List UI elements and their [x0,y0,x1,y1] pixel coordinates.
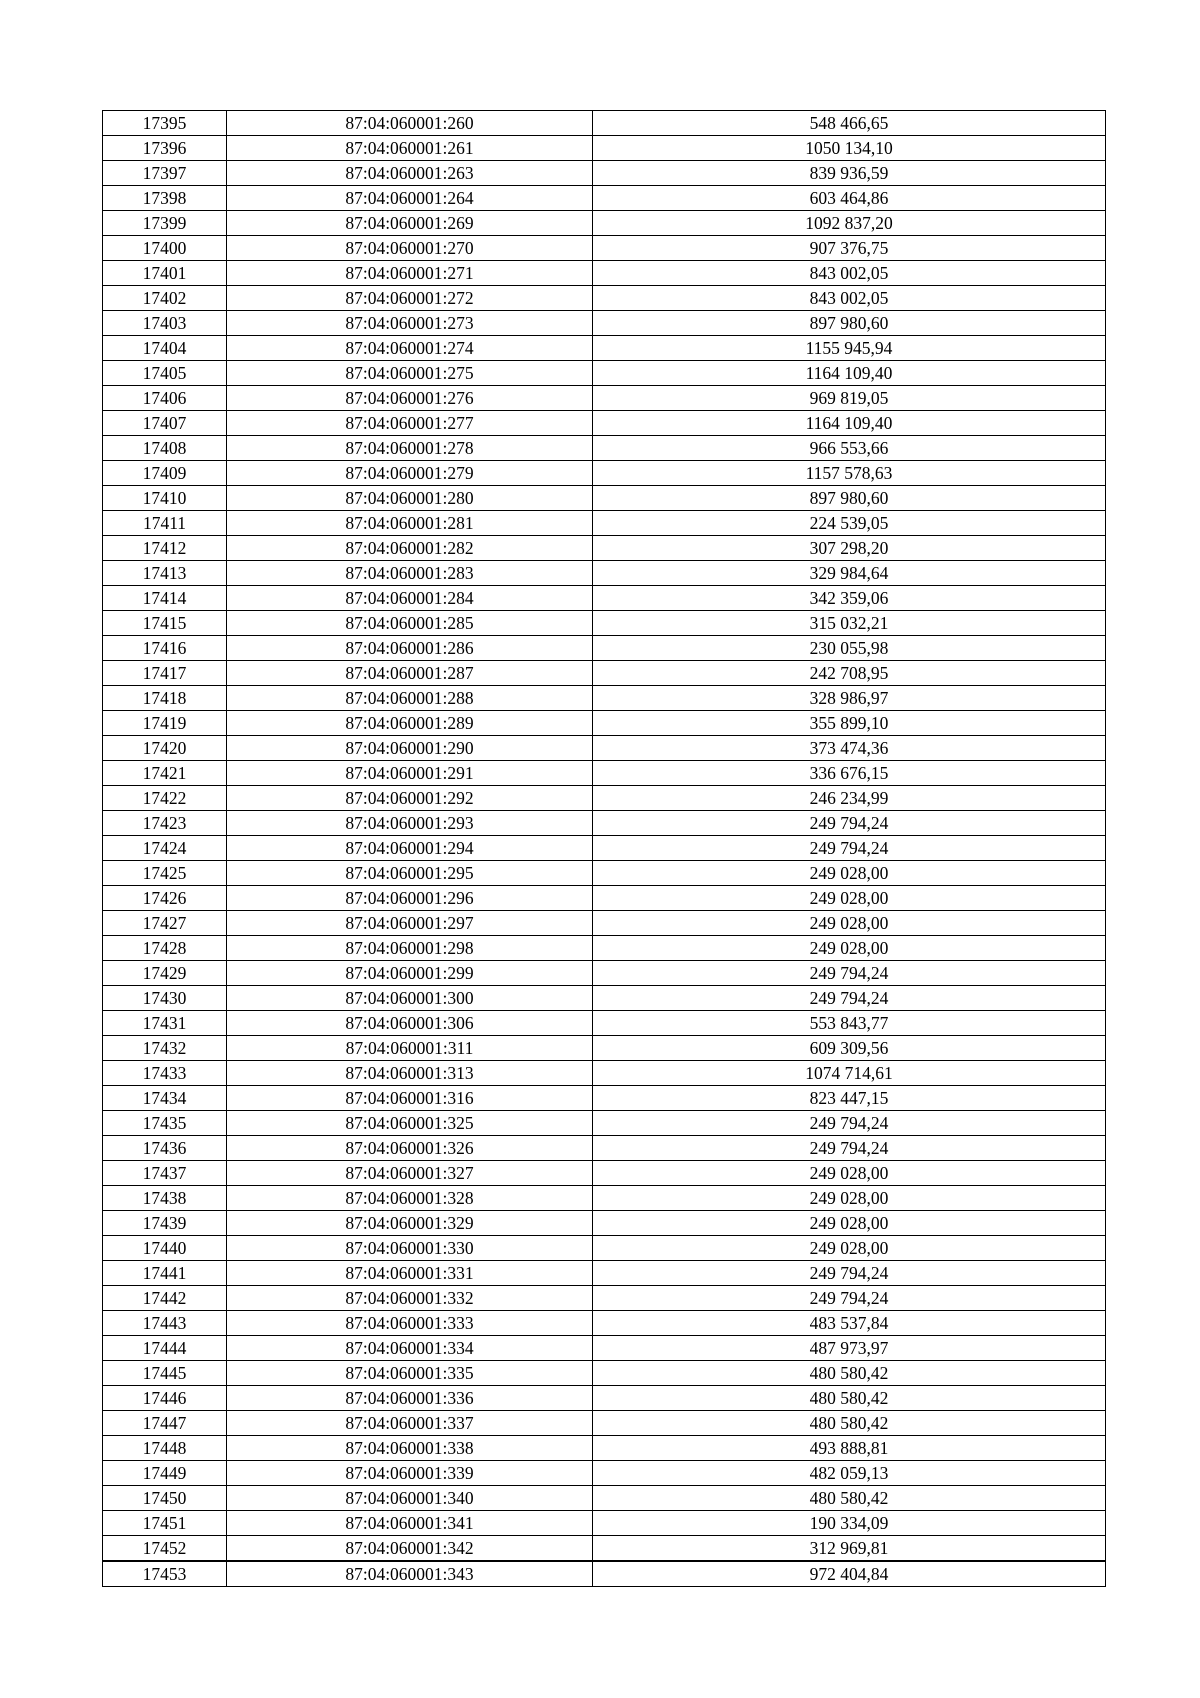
cadastral-number-cell: 87:04:060001:293 [227,811,593,836]
row-number-cell: 17414 [103,586,227,611]
cadastral-number-cell: 87:04:060001:335 [227,1361,593,1386]
table-row [103,261,1106,286]
cadastral-number-cell: 87:04:060001:285 [227,611,593,636]
cadastral-value-cell: 355 899,10 [593,711,1106,736]
table-row [103,911,1106,936]
cadastral-number-cell: 87:04:060001:270 [227,236,593,261]
cadastral-value-cell: 249 794,24 [593,811,1106,836]
cadastral-number-cell: 87:04:060001:263 [227,161,593,186]
row-number-cell: 17397 [103,161,227,186]
row-number-cell: 17446 [103,1386,227,1411]
table-row [103,1561,1106,1587]
cadastral-value-cell: 493 888,81 [593,1436,1106,1461]
row-number-cell: 17417 [103,661,227,686]
table-row [103,161,1106,186]
table-row [103,1536,1106,1562]
row-number-cell: 17404 [103,336,227,361]
table-row [103,1411,1106,1436]
row-number-cell: 17412 [103,536,227,561]
table-row [103,511,1106,536]
row-number-cell: 17406 [103,386,227,411]
table-row [103,136,1106,161]
table-row [103,1336,1106,1361]
table-row [103,561,1106,586]
row-number-cell: 17419 [103,711,227,736]
cadastral-number-cell: 87:04:060001:342 [227,1536,593,1562]
cadastral-value-cell: 249 028,00 [593,1236,1106,1261]
cadastral-value-cell: 242 708,95 [593,661,1106,686]
cadastral-number-cell: 87:04:060001:280 [227,486,593,511]
row-number-cell: 17452 [103,1536,227,1562]
cadastral-value-cell: 1155 945,94 [593,336,1106,361]
row-number-cell: 17433 [103,1061,227,1086]
cadastral-value-cell: 307 298,20 [593,536,1106,561]
row-number-cell: 17415 [103,611,227,636]
cadastral-number-cell: 87:04:060001:337 [227,1411,593,1436]
cadastral-value-cell: 966 553,66 [593,436,1106,461]
row-number-cell: 17438 [103,1186,227,1211]
cadastral-value-table [102,110,1106,1587]
cadastral-number-cell: 87:04:060001:288 [227,686,593,711]
cadastral-value-cell: 1164 109,40 [593,411,1106,436]
table-row [103,1086,1106,1111]
cadastral-number-cell: 87:04:060001:313 [227,1061,593,1086]
cadastral-number-cell: 87:04:060001:331 [227,1261,593,1286]
table-row [103,586,1106,611]
row-number-cell: 17416 [103,636,227,661]
table-row [103,461,1106,486]
cadastral-number-cell: 87:04:060001:287 [227,661,593,686]
cadastral-number-cell: 87:04:060001:281 [227,511,593,536]
cadastral-value-cell: 342 359,06 [593,586,1106,611]
table-row [103,361,1106,386]
cadastral-number-cell: 87:04:060001:333 [227,1311,593,1336]
cadastral-value-cell: 249 794,24 [593,986,1106,1011]
cadastral-number-cell: 87:04:060001:325 [227,1111,593,1136]
cadastral-number-cell: 87:04:060001:279 [227,461,593,486]
table-row [103,636,1106,661]
cadastral-value-cell: 249 028,00 [593,911,1106,936]
cadastral-value-cell: 609 309,56 [593,1036,1106,1061]
cadastral-number-cell: 87:04:060001:294 [227,836,593,861]
row-number-cell: 17450 [103,1486,227,1511]
row-number-cell: 17430 [103,986,227,1011]
cadastral-value-cell: 249 028,00 [593,936,1106,961]
row-number-cell: 17449 [103,1461,227,1486]
table-row [103,611,1106,636]
row-number-cell: 17401 [103,261,227,286]
row-number-cell: 17444 [103,1336,227,1361]
cadastral-number-cell: 87:04:060001:343 [227,1561,593,1587]
cadastral-number-cell: 87:04:060001:311 [227,1036,593,1061]
row-number-cell: 17400 [103,236,227,261]
table-row [103,1111,1106,1136]
table-row [103,1286,1106,1311]
row-number-cell: 17432 [103,1036,227,1061]
cadastral-value-cell: 249 794,24 [593,1136,1106,1161]
table-row [103,536,1106,561]
cadastral-number-cell: 87:04:060001:326 [227,1136,593,1161]
cadastral-number-cell: 87:04:060001:271 [227,261,593,286]
row-number-cell: 17451 [103,1511,227,1536]
cadastral-value-cell: 603 464,86 [593,186,1106,211]
cadastral-number-cell: 87:04:060001:289 [227,711,593,736]
row-number-cell: 17437 [103,1161,227,1186]
cadastral-number-cell: 87:04:060001:296 [227,886,593,911]
table-row [103,1386,1106,1411]
cadastral-value-cell: 1092 837,20 [593,211,1106,236]
cadastral-number-cell: 87:04:060001:275 [227,361,593,386]
cadastral-number-cell: 87:04:060001:299 [227,961,593,986]
cadastral-number-cell: 87:04:060001:329 [227,1211,593,1236]
row-number-cell: 17418 [103,686,227,711]
cadastral-value-cell: 1050 134,10 [593,136,1106,161]
table-row [103,1061,1106,1086]
cadastral-value-cell: 249 028,00 [593,1186,1106,1211]
cadastral-value-cell: 249 028,00 [593,1161,1106,1186]
table-row [103,236,1106,261]
cadastral-number-cell: 87:04:060001:328 [227,1186,593,1211]
table-row [103,1486,1106,1511]
cadastral-value-cell: 190 334,09 [593,1511,1106,1536]
table-row [103,986,1106,1011]
cadastral-value-cell: 312 969,81 [593,1536,1106,1562]
cadastral-number-cell: 87:04:060001:297 [227,911,593,936]
cadastral-value-cell: 483 537,84 [593,1311,1106,1336]
cadastral-value-cell: 487 973,97 [593,1336,1106,1361]
cadastral-number-cell: 87:04:060001:274 [227,336,593,361]
table-row [103,661,1106,686]
row-number-cell: 17441 [103,1261,227,1286]
table-row [103,786,1106,811]
cadastral-number-cell: 87:04:060001:338 [227,1436,593,1461]
row-number-cell: 17425 [103,861,227,886]
cadastral-value-cell: 843 002,05 [593,261,1106,286]
row-number-cell: 17447 [103,1411,227,1436]
table-row [103,1186,1106,1211]
cadastral-value-cell: 249 794,24 [593,1111,1106,1136]
row-number-cell: 17395 [103,111,227,136]
cadastral-value-cell: 249 794,24 [593,961,1106,986]
cadastral-value-cell: 336 676,15 [593,761,1106,786]
table-row [103,211,1106,236]
cadastral-number-cell: 87:04:060001:286 [227,636,593,661]
cadastral-value-cell: 224 539,05 [593,511,1106,536]
cadastral-value-cell: 482 059,13 [593,1461,1106,1486]
cadastral-value-cell: 897 980,60 [593,486,1106,511]
cadastral-value-cell: 249 794,24 [593,1286,1106,1311]
cadastral-number-cell: 87:04:060001:316 [227,1086,593,1111]
row-number-cell: 17409 [103,461,227,486]
row-number-cell: 17445 [103,1361,227,1386]
row-number-cell: 17435 [103,1111,227,1136]
table-row [103,1311,1106,1336]
row-number-cell: 17421 [103,761,227,786]
row-number-cell: 17429 [103,961,227,986]
cadastral-number-cell: 87:04:060001:277 [227,411,593,436]
row-number-cell: 17407 [103,411,227,436]
table-row [103,886,1106,911]
row-number-cell: 17408 [103,436,227,461]
row-number-cell: 17427 [103,911,227,936]
row-number-cell: 17440 [103,1236,227,1261]
table-row [103,686,1106,711]
cadastral-value-cell: 329 984,64 [593,561,1106,586]
row-number-cell: 17443 [103,1311,227,1336]
row-number-cell: 17442 [103,1286,227,1311]
cadastral-number-cell: 87:04:060001:260 [227,111,593,136]
cadastral-value-cell: 480 580,42 [593,1486,1106,1511]
table-row [103,411,1106,436]
table-row [103,736,1106,761]
cadastral-value-cell: 246 234,99 [593,786,1106,811]
row-number-cell: 17439 [103,1211,227,1236]
row-number-cell: 17422 [103,786,227,811]
row-number-cell: 17411 [103,511,227,536]
cadastral-value-cell: 480 580,42 [593,1386,1106,1411]
cadastral-number-cell: 87:04:060001:269 [227,211,593,236]
cadastral-number-cell: 87:04:060001:336 [227,1386,593,1411]
cadastral-value-cell: 1157 578,63 [593,461,1106,486]
cadastral-value-cell: 249 028,00 [593,886,1106,911]
row-number-cell: 17434 [103,1086,227,1111]
table-row [103,936,1106,961]
cadastral-number-cell: 87:04:060001:298 [227,936,593,961]
table-row [103,1461,1106,1486]
row-number-cell: 17448 [103,1436,227,1461]
table-body [103,111,1106,1587]
cadastral-number-cell: 87:04:060001:291 [227,761,593,786]
cadastral-number-cell: 87:04:060001:300 [227,986,593,1011]
table-row [103,1211,1106,1236]
row-number-cell: 17436 [103,1136,227,1161]
table-row [103,1161,1106,1186]
table-row [103,311,1106,336]
cadastral-number-cell: 87:04:060001:340 [227,1486,593,1511]
cadastral-number-cell: 87:04:060001:282 [227,536,593,561]
cadastral-value-cell: 969 819,05 [593,386,1106,411]
cadastral-number-cell: 87:04:060001:284 [227,586,593,611]
cadastral-value-cell: 328 986,97 [593,686,1106,711]
table-row [103,486,1106,511]
cadastral-value-cell: 897 980,60 [593,311,1106,336]
cadastral-number-cell: 87:04:060001:272 [227,286,593,311]
table-row [103,711,1106,736]
row-number-cell: 17423 [103,811,227,836]
cadastral-value-cell: 249 794,24 [593,836,1106,861]
cadastral-number-cell: 87:04:060001:332 [227,1286,593,1311]
cadastral-value-cell: 823 447,15 [593,1086,1106,1111]
cadastral-value-cell: 480 580,42 [593,1411,1106,1436]
cadastral-number-cell: 87:04:060001:278 [227,436,593,461]
cadastral-value-cell: 480 580,42 [593,1361,1106,1386]
cadastral-value-cell: 839 936,59 [593,161,1106,186]
cadastral-value-cell: 230 055,98 [593,636,1106,661]
table-row [103,286,1106,311]
table-row [103,961,1106,986]
table-row [103,1236,1106,1261]
cadastral-number-cell: 87:04:060001:295 [227,861,593,886]
cadastral-value-cell: 1164 109,40 [593,361,1106,386]
cadastral-value-cell: 1074 714,61 [593,1061,1106,1086]
cadastral-number-cell: 87:04:060001:290 [227,736,593,761]
cadastral-value-cell: 249 028,00 [593,861,1106,886]
table-row [103,1261,1106,1286]
row-number-cell: 17405 [103,361,227,386]
row-number-cell: 17420 [103,736,227,761]
table-row [103,1361,1106,1386]
cadastral-number-cell: 87:04:060001:339 [227,1461,593,1486]
table-row [103,1511,1106,1536]
cadastral-number-cell: 87:04:060001:341 [227,1511,593,1536]
table-row [103,386,1106,411]
cadastral-value-cell: 548 466,65 [593,111,1106,136]
row-number-cell: 17399 [103,211,227,236]
cadastral-number-cell: 87:04:060001:283 [227,561,593,586]
cadastral-number-cell: 87:04:060001:273 [227,311,593,336]
row-number-cell: 17453 [103,1561,227,1587]
row-number-cell: 17413 [103,561,227,586]
table-row [103,761,1106,786]
row-number-cell: 17431 [103,1011,227,1036]
cadastral-value-cell: 972 404,84 [593,1561,1106,1587]
table-row [103,186,1106,211]
row-number-cell: 17396 [103,136,227,161]
cadastral-value-cell: 553 843,77 [593,1011,1106,1036]
table-row [103,336,1106,361]
row-number-cell: 17398 [103,186,227,211]
row-number-cell: 17424 [103,836,227,861]
cadastral-value-cell: 315 032,21 [593,611,1106,636]
row-number-cell: 17428 [103,936,227,961]
cadastral-number-cell: 87:04:060001:330 [227,1236,593,1261]
table-row [103,1136,1106,1161]
table-row [103,861,1106,886]
table-row [103,1036,1106,1061]
cadastral-value-cell: 373 474,36 [593,736,1106,761]
cadastral-number-cell: 87:04:060001:327 [227,1161,593,1186]
cadastral-number-cell: 87:04:060001:261 [227,136,593,161]
table-row [103,436,1106,461]
cadastral-number-cell: 87:04:060001:264 [227,186,593,211]
cadastral-value-cell: 249 028,00 [593,1211,1106,1236]
cadastral-number-cell: 87:04:060001:306 [227,1011,593,1036]
table-row [103,111,1106,136]
table-row [103,811,1106,836]
row-number-cell: 17402 [103,286,227,311]
cadastral-number-cell: 87:04:060001:292 [227,786,593,811]
cadastral-value-cell: 843 002,05 [593,286,1106,311]
table-row [103,1436,1106,1461]
cadastral-number-cell: 87:04:060001:334 [227,1336,593,1361]
row-number-cell: 17426 [103,886,227,911]
cadastral-value-cell: 907 376,75 [593,236,1106,261]
row-number-cell: 17403 [103,311,227,336]
cadastral-value-cell: 249 794,24 [593,1261,1106,1286]
cadastral-number-cell: 87:04:060001:276 [227,386,593,411]
table-row [103,1011,1106,1036]
row-number-cell: 17410 [103,486,227,511]
table-row [103,836,1106,861]
